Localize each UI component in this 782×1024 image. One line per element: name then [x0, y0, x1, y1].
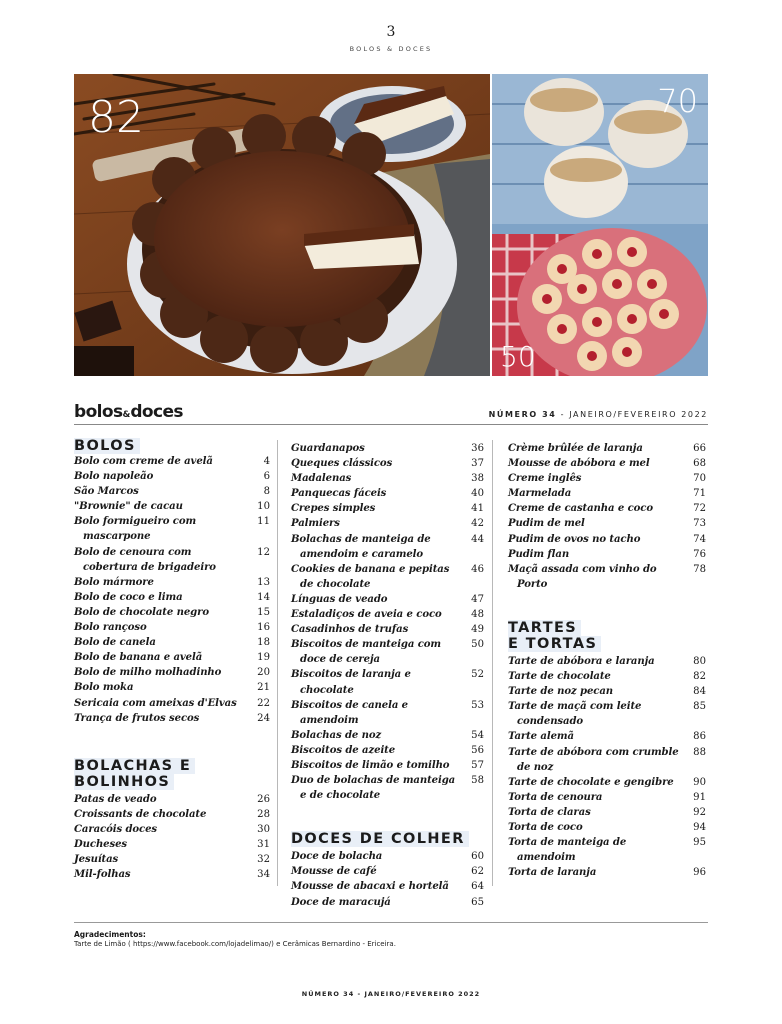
- column-divider: [277, 440, 278, 886]
- toc-entry[interactable]: Tarte alemã 86: [508, 731, 706, 743]
- section-title-bolachas: BOLACHAS E BOLINHOS: [74, 758, 270, 790]
- toc-column-3: [508, 441, 706, 880]
- photo-desserts: [492, 74, 708, 376]
- toc-entry[interactable]: Creme de castanha e coco 72: [508, 503, 706, 515]
- toc-entry[interactable]: Pudim de mel 73: [508, 518, 706, 530]
- toc-entry[interactable]: Palmiers 42: [291, 518, 484, 530]
- toc-list-colher: [291, 849, 484, 909]
- toc-entry[interactable]: Tarte de abóbora com crumble de noz 88: [508, 746, 706, 773]
- toc-entry[interactable]: Crepes simples 41: [291, 503, 484, 515]
- toc-entry[interactable]: Guardanapos 36: [291, 443, 484, 454]
- toc-column-1: [74, 438, 270, 882]
- toc-entry[interactable]: Bolo de coco e lima 14: [74, 591, 270, 603]
- toc-entry[interactable]: Sericaia com ameixas d'Elvas 22: [74, 697, 270, 709]
- toc-entry[interactable]: Bolo rançoso 16: [74, 622, 270, 634]
- toc-entry[interactable]: Mousse de abóbora e mel 68: [508, 458, 706, 470]
- toc-entry[interactable]: Bolo napoleão 6: [74, 471, 270, 483]
- toc-entry[interactable]: Bolo moka 21: [74, 682, 270, 694]
- toc-entry[interactable]: Doce de bolacha 60: [291, 851, 484, 863]
- photo-chocolate-tart: [74, 74, 490, 376]
- toc-entry[interactable]: Panquecas fáceis 40: [291, 488, 484, 500]
- toc-entry[interactable]: Ducheses 31: [74, 838, 270, 850]
- toc-entry[interactable]: Biscoitos de manteiga com doce de cereja 50: [291, 639, 484, 666]
- toc-entry[interactable]: Pudim de ovos no tacho 74: [508, 533, 706, 545]
- toc-list-bolachas-cont: [291, 441, 484, 803]
- column-divider: [492, 440, 493, 886]
- toc-list-bolos: [74, 454, 270, 726]
- toc-entry[interactable]: Línguas de veado 47: [291, 593, 484, 605]
- toc-entry[interactable]: Bolo com creme de avelã 4: [74, 456, 270, 467]
- toc-entry[interactable]: Caracóis doces 30: [74, 823, 270, 835]
- toc-entry[interactable]: Patas de veado 26: [74, 793, 270, 805]
- toc-entry[interactable]: Torta de manteiga de amendoim 95: [508, 837, 706, 864]
- toc-entry[interactable]: Biscoitos de azeite 56: [291, 744, 484, 756]
- toc-entry[interactable]: Tarte de chocolate e gengibre 90: [508, 776, 706, 788]
- toc-entry[interactable]: Doce de maracujá 65: [291, 896, 484, 908]
- toc-entry[interactable]: Biscoitos de canela e amendoim 53: [291, 699, 484, 726]
- toc-list-colher-cont: [508, 441, 706, 592]
- toc-entry[interactable]: Bolo mármore 13: [74, 576, 270, 588]
- toc-entry[interactable]: Tarte de maçã com leite condensado 85: [508, 701, 706, 728]
- toc-entry[interactable]: Estaladiços de aveia e coco 48: [291, 609, 484, 621]
- toc-entry[interactable]: Biscoitos de limão e tomilho 57: [291, 759, 484, 771]
- toc-entry[interactable]: Cookies de banana e pepitas de chocolate 46: [291, 563, 484, 590]
- toc-entry[interactable]: Bolo de banana e avelã 19: [74, 652, 270, 664]
- toc-list-tartes: [508, 654, 706, 880]
- issue-label: NÚMERO 34 - JANEIRO/FEVEREIRO 2022: [488, 410, 708, 419]
- photo-page-number: 70: [657, 82, 698, 120]
- toc-entry[interactable]: Bolo de chocolate negro 15: [74, 606, 270, 618]
- toc-entry[interactable]: São Marcos 8: [74, 486, 270, 498]
- photo-page-number: 82: [88, 92, 144, 143]
- toc-entry[interactable]: Torta de coco 94: [508, 821, 706, 833]
- running-head: BOLOS & DOCES: [349, 45, 433, 53]
- toc-entry[interactable]: Mil-folhas 34: [74, 869, 270, 881]
- toc-entry[interactable]: Jesuítas 32: [74, 854, 270, 866]
- toc-entry[interactable]: Queques clássicos 37: [291, 458, 484, 470]
- toc-entry[interactable]: Bolo de cenoura com cobertura de brigadeiro 12: [74, 546, 270, 573]
- toc-entry[interactable]: Maçã assada com vinho do Porto 78: [508, 563, 706, 590]
- footer-issue: NÚMERO 34 - JANEIRO/FEVEREIRO 2022: [301, 990, 481, 998]
- toc-entry[interactable]: Mousse de café 62: [291, 866, 484, 878]
- toc-entry[interactable]: Bolo de milho molhadinho 20: [74, 667, 270, 679]
- section-title-bolos: BOLOS: [74, 438, 270, 454]
- toc-entry[interactable]: Torta de claras 92: [508, 806, 706, 818]
- page-number: 3: [386, 24, 396, 40]
- toc-entry[interactable]: Casadinhos de trufas 49: [291, 624, 484, 636]
- toc-entry[interactable]: Pudim flan 76: [508, 548, 706, 560]
- divider: [74, 424, 708, 425]
- toc-entry[interactable]: "Brownie" de cacau 10: [74, 501, 270, 513]
- toc-entry[interactable]: Tarte de chocolate 82: [508, 671, 706, 683]
- toc-entry[interactable]: Croissants de chocolate 28: [74, 808, 270, 820]
- toc-entry[interactable]: Duo de bolachas de manteiga e de chocolate 58: [291, 775, 484, 802]
- toc-entry[interactable]: Mousse de abacaxi e hortelã 64: [291, 881, 484, 893]
- acknowledgements-title: Agradecimentos:: [74, 930, 146, 939]
- toc-entry[interactable]: Bolachas de noz 54: [291, 729, 484, 741]
- toc-entry[interactable]: Madalenas 38: [291, 473, 484, 485]
- toc-entry[interactable]: Crème brûlée de laranja 66: [508, 443, 706, 454]
- toc-entry[interactable]: Torta de laranja 96: [508, 867, 706, 879]
- toc-entry[interactable]: Torta de cenoura 91: [508, 791, 706, 803]
- toc-list-bolachas: [74, 792, 270, 883]
- toc-entry[interactable]: Tarte de noz pecan 84: [508, 686, 706, 698]
- photo-page-number: 50: [500, 340, 536, 373]
- toc-entry[interactable]: Tarte de abóbora e laranja 80: [508, 655, 706, 667]
- divider: [74, 922, 708, 923]
- toc-entry[interactable]: Bolo formigueiro com mascarpone 11: [74, 516, 270, 543]
- brand-logo: bolos&doces: [74, 402, 183, 422]
- toc-column-2: [291, 441, 484, 910]
- toc-entry[interactable]: Marmelada 71: [508, 488, 706, 500]
- acknowledgements-text: Tarte de Limão ( https://www.facebook.com/lojadelimao/) e Cerâmicas Bernardino - Ericeira.: [74, 940, 396, 948]
- section-title-tartes: TARTES E TORTAS: [508, 620, 706, 652]
- toc-entry[interactable]: Bolo de canela 18: [74, 637, 270, 649]
- toc-entry[interactable]: Trança de frutos secos 24: [74, 712, 270, 724]
- section-title-doces-de-colher: DOCES DE COLHER: [291, 831, 484, 847]
- toc-entry[interactable]: Bolachas de manteiga de amendoim e caramelo 44: [291, 533, 484, 560]
- toc-entry[interactable]: Biscoitos de laranja e chocolate 52: [291, 669, 484, 696]
- toc-entry[interactable]: Creme inglês 70: [508, 473, 706, 485]
